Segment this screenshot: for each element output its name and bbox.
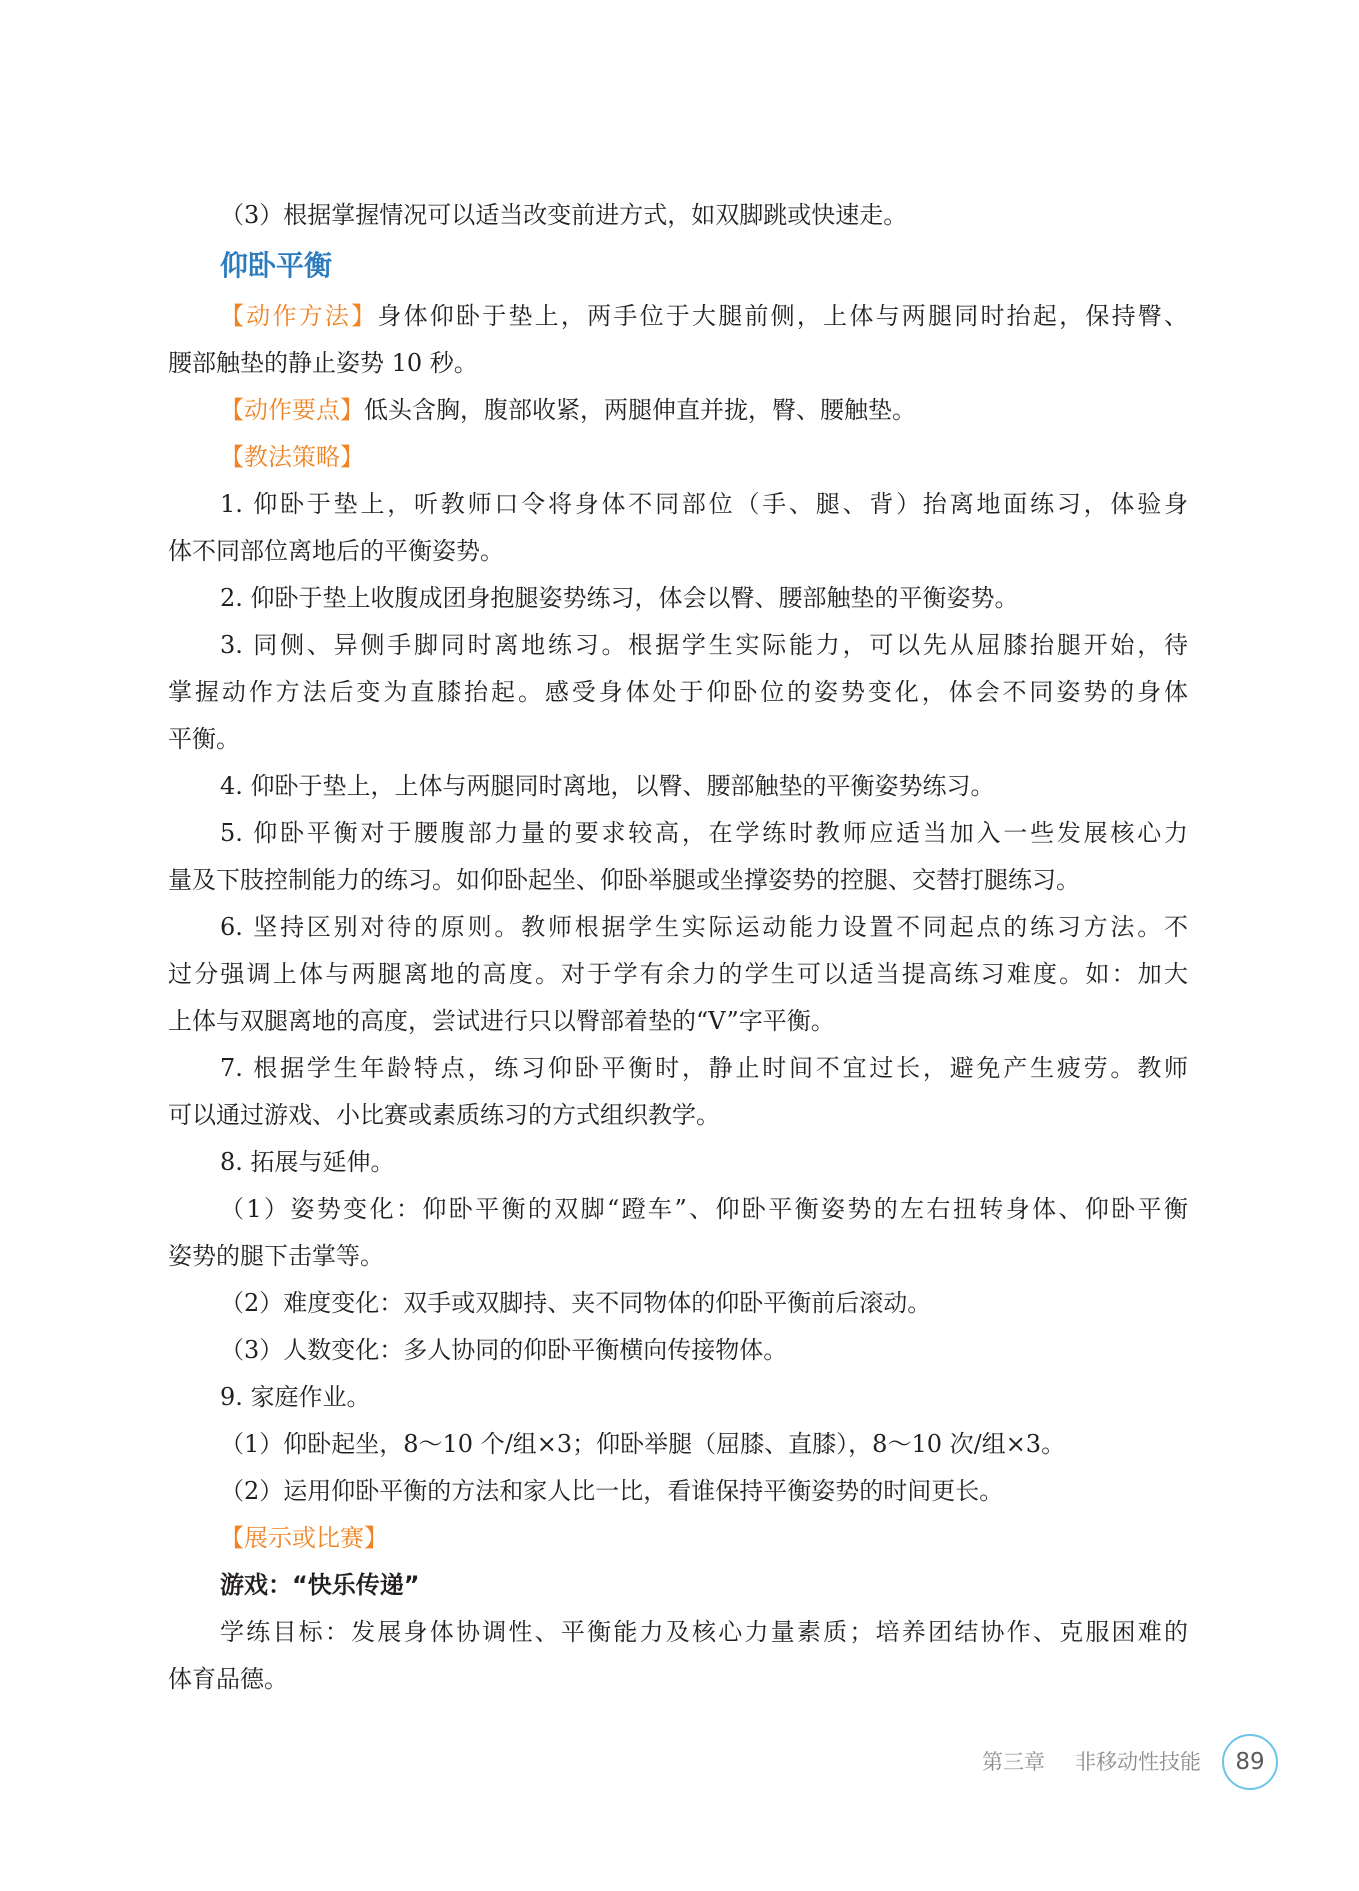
strategy-item-3-line-3: 平衡。 [168,725,240,753]
strategy-item-8-sub-1-line-2: 姿势的腿下击掌等。 [168,1242,384,1270]
strategy-item-4 [168,763,1188,810]
strategy-item-3 [168,622,1188,763]
game-goal-line-1: 学练目标：发展身体协调性、平衡能力及核心力量素质；培养团结协作、克服困难的 [220,1618,1188,1646]
key-points-label: 【动作要点】 [220,396,364,424]
strategy-item-6-line-2: 过分强调上体与两腿离地的高度。对于学有余力的学生可以适当提高练习难度。如：加大 [168,960,1188,988]
strategy-item-8-sub-3-line-1: （3）人数变化：多人协同的仰卧平衡横向传接物体。 [220,1336,788,1364]
strategy-item-2 [168,575,1188,622]
strategy-item-8-sub-1 [168,1186,1188,1280]
page-number-badge [1222,1734,1278,1790]
game-goal-line-2: 体育品德。 [168,1665,288,1693]
method-paragraph [168,293,1188,387]
key-points-paragraph [168,387,1188,434]
strategy-item-6-line-1: 6. 坚持区别对待的原则。教师根据学生实际运动能力设置不同起点的练习方法。不 [220,913,1188,941]
method-text-1: 身体仰卧于垫上，两手位于大腿前侧，上体与两腿同时抬起，保持臀、 [377,302,1189,330]
page-number: 89 [1235,1749,1265,1775]
strategy-item-6-line-3: 上体与双腿离地的高度，尝试进行只以臀部着垫的“V”字平衡。 [168,1007,835,1035]
strategy-item-8-line-1: 8. 拓展与延伸。 [220,1148,395,1176]
section-title: 仰卧平衡 [220,249,333,282]
strategy-item-9-sub-2-line-1: （2）运用仰卧平衡的方法和家人比一比，看谁保持平衡姿势的时间更长。 [220,1477,1004,1505]
strategy-item-5 [168,810,1188,904]
strategy-item-5-line-1: 5. 仰卧平衡对于腰腹部力量的要求较高，在学练时教师应适当加入一些发展核心力 [220,819,1188,847]
game-title: 游戏：“快乐传递” [220,1571,420,1599]
key-points-line [168,387,1188,434]
strategy-item-3-line-2: 掌握动作方法后变为直膝抬起。感受身体处于仰卧位的姿势变化，体会不同姿势的身体 [168,678,1188,706]
strategy-item-8-sub-3 [168,1327,1188,1374]
strategy-item-6 [168,904,1188,1045]
previous-step-text: （3）根据掌握情况可以适当改变前进方式，如双脚跳或快速走。 [220,201,908,229]
strategy-label: 【教法策略】 [220,443,364,471]
game-goal [168,1609,1188,1703]
method-line-2: 腰部触垫的静止姿势 10 秒。 [168,349,478,377]
strategy-item-9 [168,1374,1188,1515]
chapter-title: 非移动性技能 [1075,1750,1201,1774]
strategy-item-8-sub-1-line-1: （1）姿势变化：仰卧平衡的双脚“蹬车”、仰卧平衡姿势的左右扭转身体、仰卧平衡 [220,1195,1188,1223]
strategy-item-9-sub-2 [168,1468,1188,1515]
strategy-item-8 [168,1139,1188,1374]
strategy-item-7-line-1: 7. 根据学生年龄特点，练习仰卧平衡时，静止时间不宜过长，避免产生疲劳。教师 [220,1054,1188,1082]
strategy-item-8-sub-2 [168,1280,1188,1327]
strategy-item-1-line-1: 1. 仰卧于垫上，听教师口令将身体不同部位（手、腿、背）抬离地面练习，体验身 [220,490,1188,518]
strategy-item-7-line-2: 可以通过游戏、小比赛或素质练习的方式组织教学。 [168,1101,720,1129]
key-points-text: 低头含胸，腹部收紧，两腿伸直并拢，臀、腰触垫。 [364,396,916,424]
strategy-item-9-line-1: 9. 家庭作业。 [220,1383,371,1411]
strategy-item-2-line-1: 2. 仰卧于垫上收腹成团身抱腿姿势练习，体会以臀、腰部触垫的平衡姿势。 [220,584,1019,612]
method-line-1 [168,293,1188,340]
strategy-item-4-line-1: 4. 仰卧于垫上，上体与两腿同时离地，以臀、腰部触垫的平衡姿势练习。 [220,772,995,800]
strategy-item-1-line-2: 体不同部位离地后的平衡姿势。 [168,537,504,565]
page-body [168,192,1188,1703]
strategy-item-8-sub-2-line-1: （2）难度变化：双手或双脚持、夹不同物体的仰卧平衡前后滚动。 [220,1289,932,1317]
strategy-item-5-line-2: 量及下肢控制能力的练习。如仰卧起坐、仰卧举腿或坐撑姿势的控腿、交替打腿练习。 [168,866,1080,894]
page-footer [982,1740,1201,1784]
chapter-number: 第三章 [982,1750,1045,1774]
strategy-item-3-line-1: 3. 同侧、异侧手脚同时离地练习。根据学生实际能力，可以先从屈膝抬腿开始，待 [220,631,1188,659]
strategy-item-7 [168,1045,1188,1139]
strategy-item-1 [168,481,1188,575]
strategy-item-9-sub-1-line-1: （1）仰卧起坐，8～10 个/组×3；仰卧举腿（屈膝、直膝），8～10 次/组×3。 [220,1430,1066,1458]
showcase-label: 【展示或比赛】 [220,1524,388,1552]
strategy-item-9-sub-1 [168,1421,1188,1468]
method-label: 【动作方法】 [220,302,378,330]
